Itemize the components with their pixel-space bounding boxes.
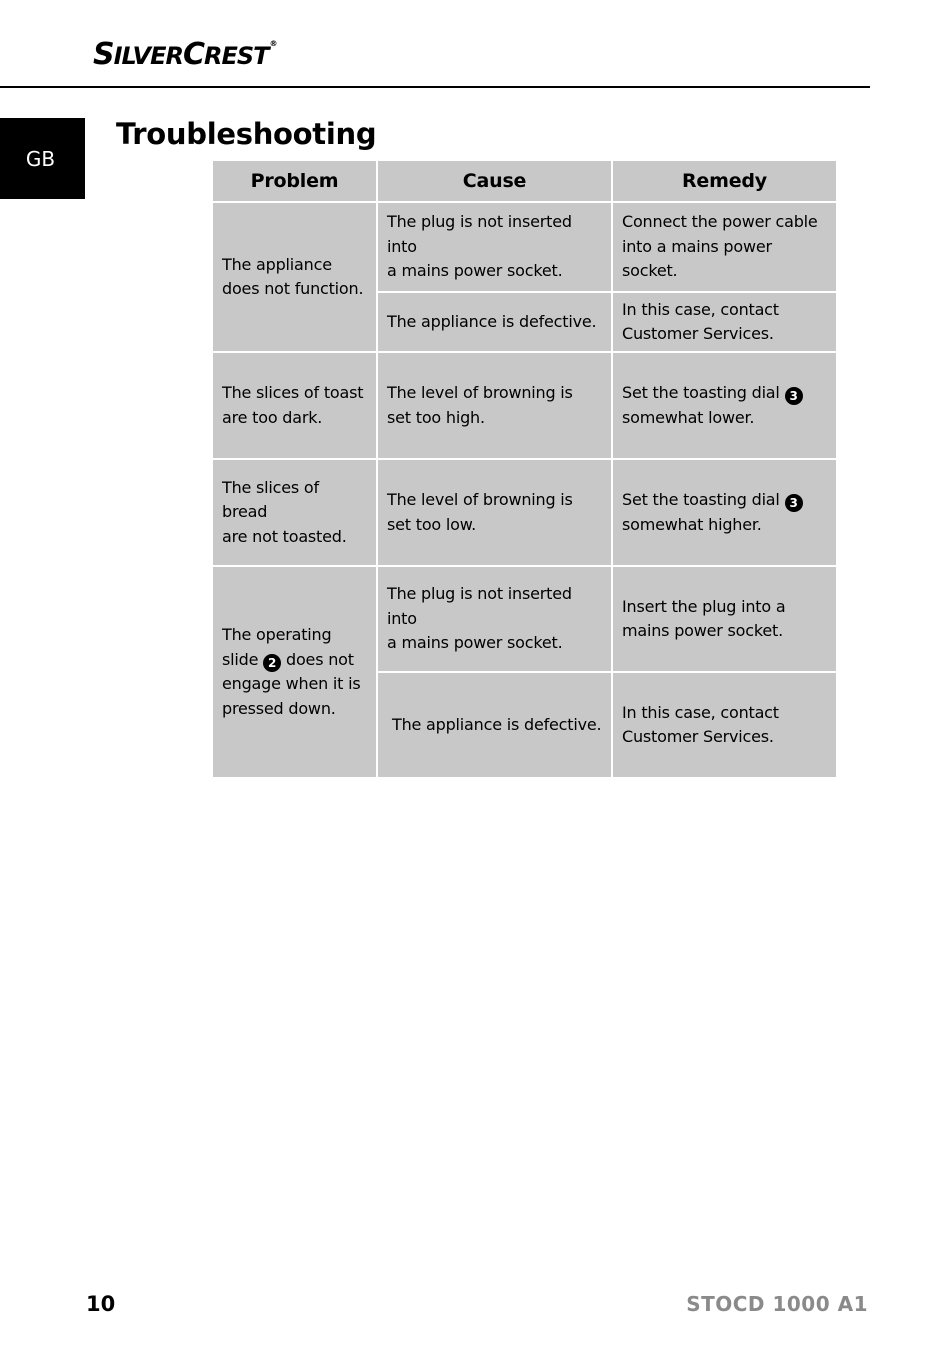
remedy-cell: Insert the plug into a mains power socket. <box>613 567 836 671</box>
remedy-cell: In this case, contact Customer Services. <box>613 673 836 777</box>
header-cause: Cause <box>378 161 611 201</box>
remedy-cell <box>613 460 836 565</box>
header-divider <box>0 86 870 88</box>
registered-mark: ® <box>269 39 277 48</box>
cause-cell: The level of browning is set too high. <box>378 353 611 458</box>
remedy-cell: In this case, contact Customer Services. <box>613 293 836 351</box>
header-remedy: Remedy <box>613 161 836 201</box>
cause-cell: The plug is not inserted into a mains power socket. <box>378 567 611 671</box>
problem-cell <box>213 567 376 777</box>
cause-cell: The level of browning is set too low. <box>378 460 611 565</box>
slide-2-reference-icon: 2 <box>263 654 281 672</box>
language-label: GB <box>25 146 56 171</box>
problem-cell: The appliance does not function. <box>213 203 376 351</box>
troubleshooting-table <box>213 161 836 777</box>
dial-3-reference-icon: 3 <box>785 387 803 405</box>
page-number: 10 <box>86 1292 116 1316</box>
cause-cell: The appliance is defective. <box>378 673 611 777</box>
problem-cell: The slices of bread are not toasted. <box>213 460 376 565</box>
remedy-cell: Connect the power cable into a mains power socket. <box>613 203 836 291</box>
page-title: Troubleshooting <box>116 117 377 151</box>
model-number: STOCD 1000 A1 <box>686 1292 868 1316</box>
language-tab <box>0 118 85 199</box>
remedy-text: Set the toasting dial <box>622 490 780 509</box>
cause-cell: The appliance is defective. <box>378 293 611 351</box>
remedy-text: somewhat lower. <box>622 407 755 427</box>
logo-letter: S <box>93 37 114 72</box>
remedy-text: Set the toasting dial <box>622 383 780 402</box>
cause-cell: The plug is not inserted into a mains power socket. <box>378 203 611 291</box>
header-problem: Problem <box>213 161 376 201</box>
remedy-cell <box>613 353 836 458</box>
problem-cell: The slices of toast are too dark. <box>213 353 376 458</box>
remedy-text: somewhat higher. <box>622 514 762 534</box>
problem-text: The operating slide <box>222 625 332 669</box>
problem-text: does not engage when it is pressed down. <box>222 649 361 718</box>
dial-3-reference-icon: 3 <box>785 494 803 512</box>
logo-letters: ILVER <box>113 42 183 70</box>
logo-letter: C <box>182 37 205 72</box>
logo-letters: REST <box>204 42 269 70</box>
brand-logo <box>93 37 277 72</box>
